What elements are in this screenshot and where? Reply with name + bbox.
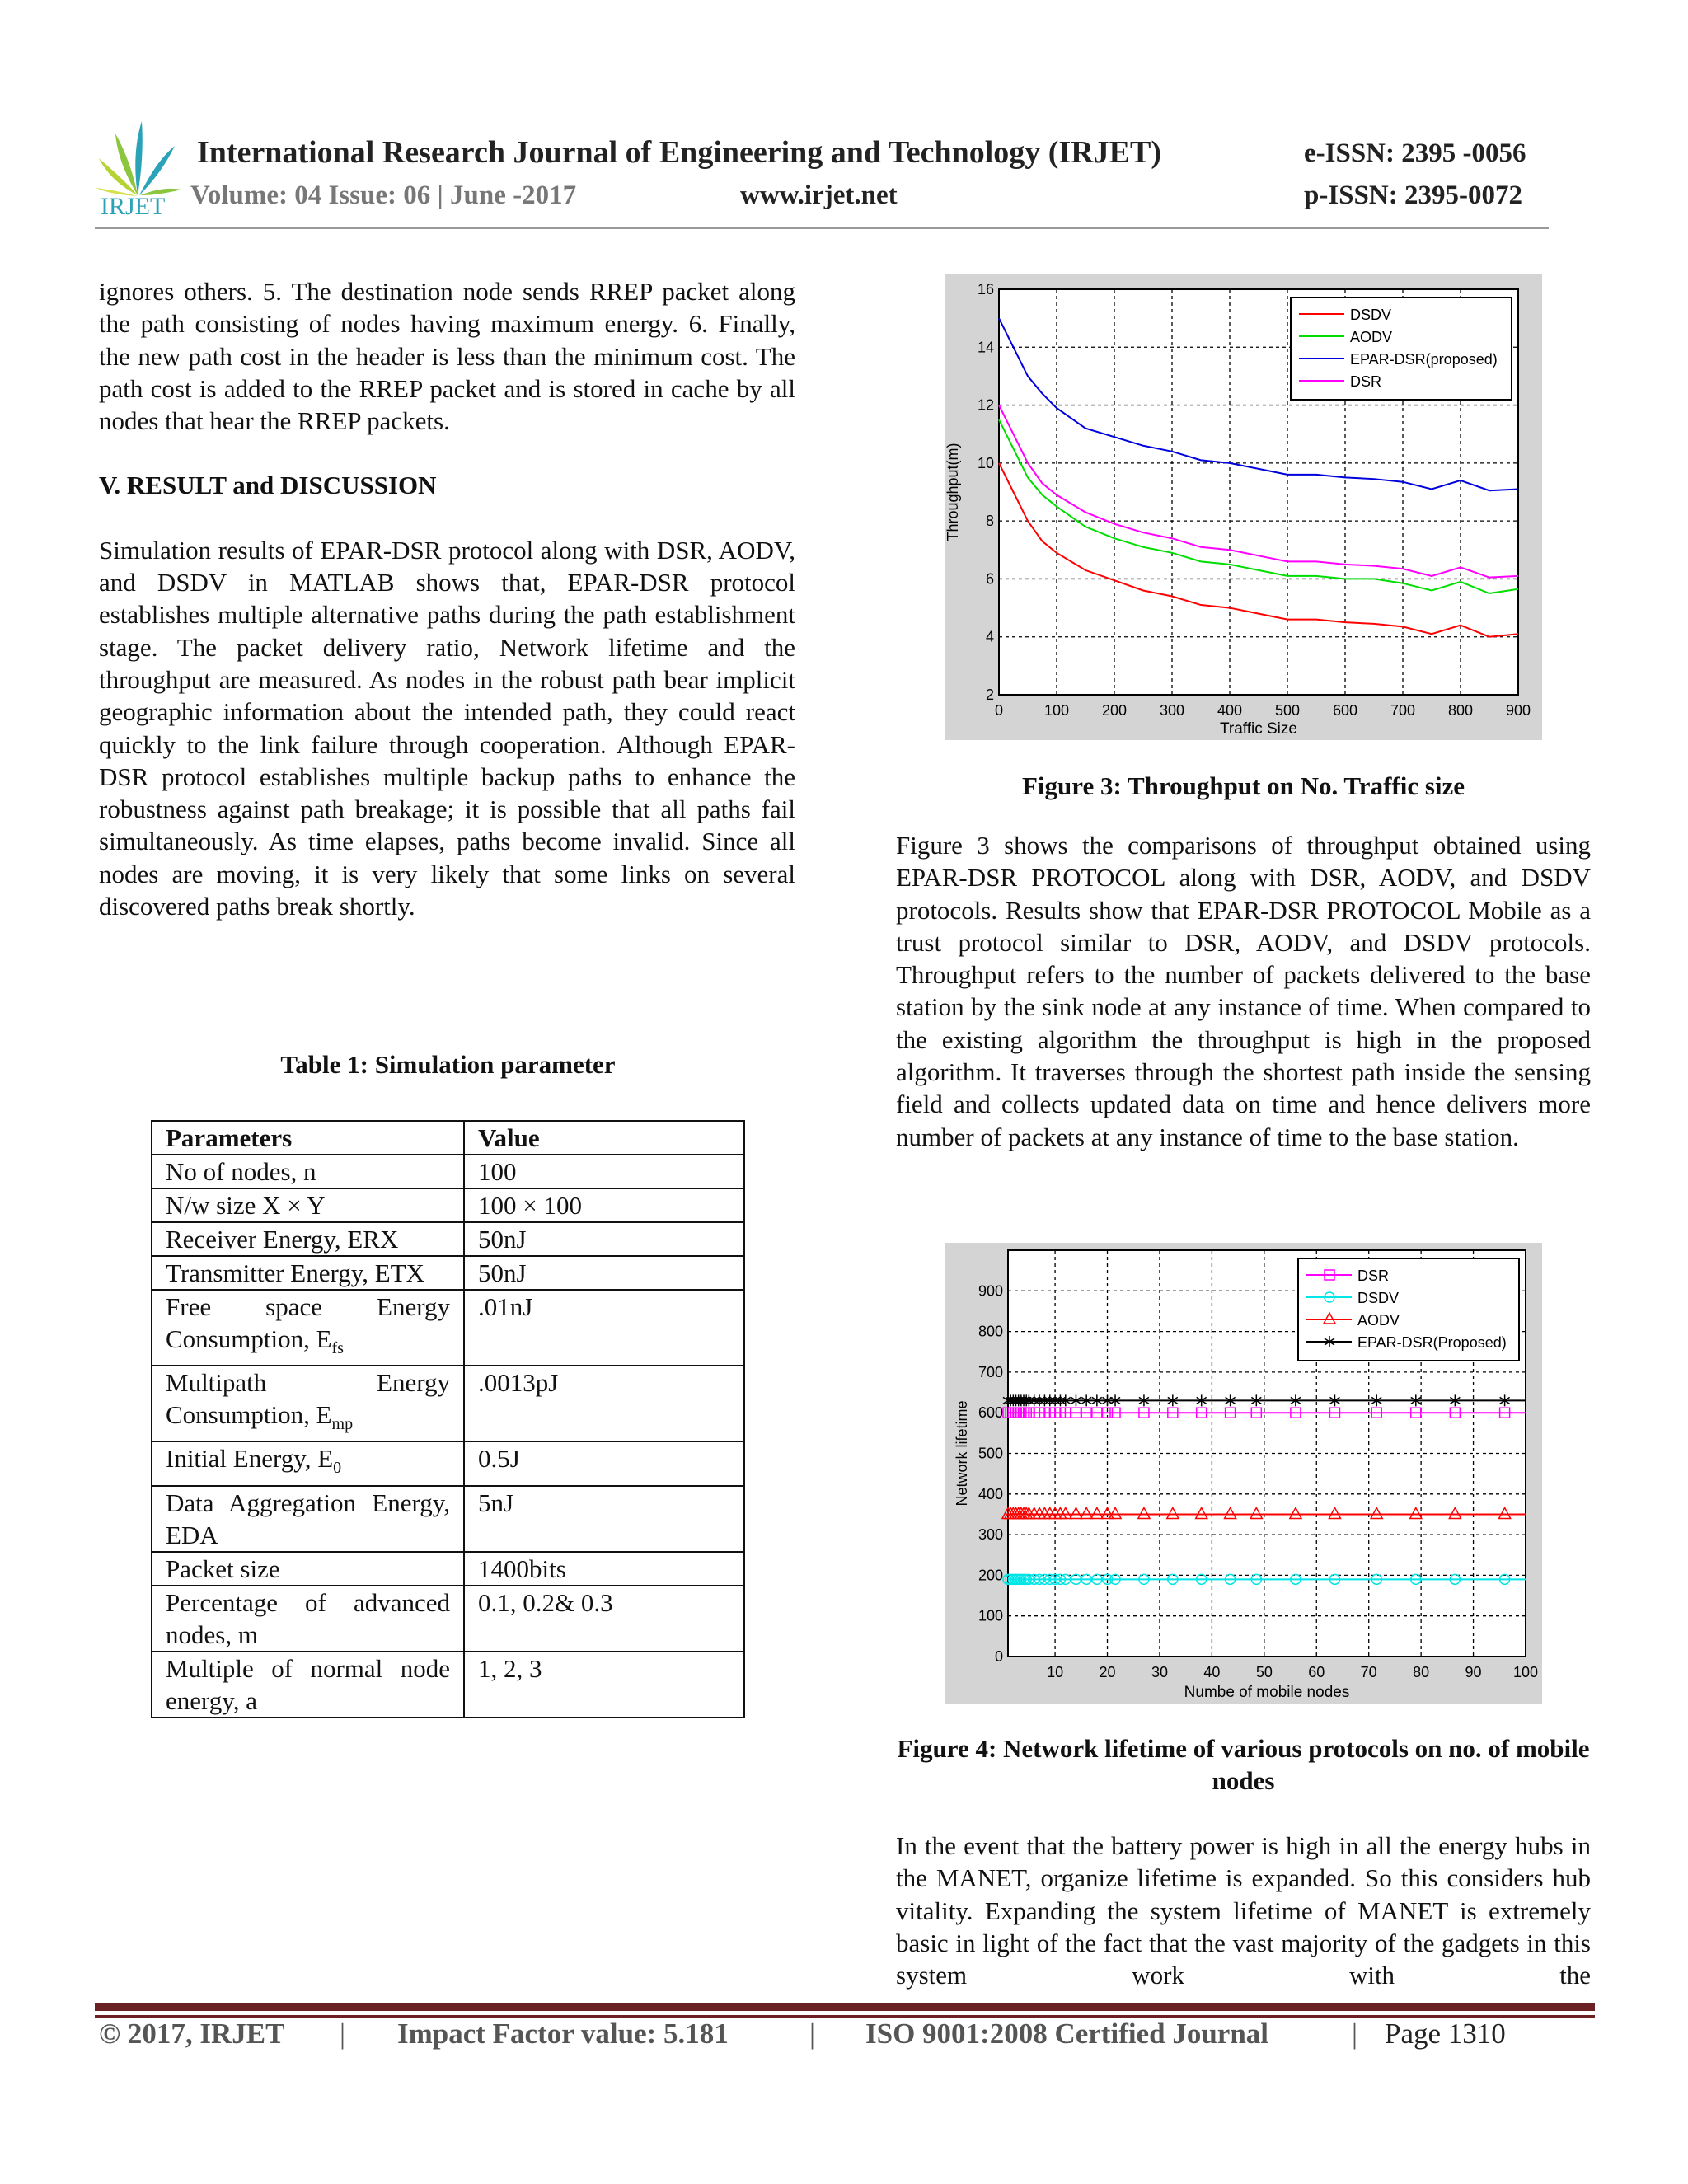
y-tick-label: 14	[977, 339, 994, 356]
y-tick-label: 0	[994, 1648, 1003, 1665]
table-row	[152, 1366, 744, 1441]
table-row	[152, 1586, 744, 1652]
param-cell: Initial Energy, $E_0$	[152, 1441, 464, 1485]
x-tick-label: 100	[1512, 1664, 1539, 1680]
param-cell: Percentage of advanced nodes, m	[152, 1586, 464, 1652]
y-tick-label: 800	[978, 1323, 1003, 1340]
table-row	[152, 1256, 744, 1290]
footer-rule-thin	[95, 2015, 1595, 2018]
separator: |	[340, 2018, 346, 2050]
legend-label: DSDV	[1357, 1290, 1400, 1306]
value-cell: 5nJ	[464, 1486, 744, 1552]
value-cell: 0.1, 0.2& 0.3	[464, 1586, 744, 1652]
table-row	[152, 1188, 744, 1222]
y-tick-label: 8	[985, 513, 994, 530]
separator: |	[1352, 2018, 1358, 2050]
value-cell: .0013pJ	[464, 1366, 744, 1441]
figure-caption: Figure 3: Throughput on No. Traffic size	[1021, 771, 1465, 800]
y-tick-label: 10	[977, 454, 994, 471]
table-row	[152, 1652, 744, 1718]
page-number: Page 1310	[1385, 2018, 1506, 2050]
y-tick-label: 300	[978, 1526, 1003, 1544]
param-cell: Packet size	[152, 1552, 464, 1586]
x-tick-label: 90	[1465, 1664, 1482, 1680]
y-axis-label: Network lifetime	[954, 1400, 970, 1507]
footer-rule	[95, 2003, 1595, 2011]
param-cell: Free space Energy Consumption, $E_{fs}$	[152, 1290, 464, 1366]
table-caption: Table 1: Simulation parameter	[280, 1050, 616, 1079]
legend-label: DSR	[1350, 373, 1382, 390]
x-tick-label: 10	[1047, 1664, 1064, 1680]
y-tick-label: 900	[978, 1282, 1003, 1300]
x-tick-label: 0	[994, 702, 1004, 719]
legend-label: AODV	[1357, 1312, 1400, 1329]
value-cell: 100	[464, 1155, 744, 1188]
param-cell: No of nodes, n	[152, 1155, 464, 1188]
param-cell: Data Aggregation Energy, EDA	[152, 1486, 464, 1552]
volume-issue: Volume: 04 Issue: 06 | June -2017	[190, 180, 577, 210]
logo-leaves-icon	[96, 121, 181, 196]
legend-label: EPAR-DSR(Proposed)	[1357, 1334, 1507, 1351]
eissn: e-ISSN: 2395 -0056	[1304, 138, 1526, 168]
x-tick-label: 800	[1447, 702, 1474, 719]
x-tick-label: 100	[1043, 702, 1070, 719]
svg-text:IRJET: IRJET	[101, 193, 166, 216]
x-tick-label: 30	[1151, 1664, 1168, 1680]
x-tick-label: 70	[1360, 1664, 1377, 1680]
table-row	[152, 1290, 744, 1366]
param-cell: Receiver Energy, ERX	[152, 1222, 464, 1256]
impact-factor: Impact Factor value: 5.181	[397, 2018, 729, 2050]
copyright: © 2017, IRJET	[99, 2018, 285, 2050]
journal-title: International Research Journal of Engineering and Technology (IRJET)	[197, 135, 1162, 170]
y-tick-label: 200	[978, 1567, 1003, 1584]
x-tick-label: 400	[1217, 702, 1243, 719]
legend-box	[1291, 298, 1512, 400]
separator: |	[809, 2018, 816, 2050]
y-tick-label: 100	[978, 1607, 1003, 1624]
network-lifetime-chart	[945, 1243, 1542, 1704]
table-row	[152, 1552, 744, 1586]
param-cell: N/w size X × Y	[152, 1188, 464, 1222]
simulation-parameter-table	[151, 1120, 745, 1718]
x-tick-label: 60	[1308, 1664, 1325, 1680]
legend-label: EPAR-DSR(proposed)	[1350, 351, 1498, 368]
throughput-chart	[945, 274, 1542, 740]
paragraph: ignores others. 5. The destination node sends RREP packet along the path consisting of nodes having maximum energy. 6. Finally, the new path cost in the header is less than the minimum cost. The path cost is added to the RREP packet and is stored in cache by all nodes that hear the RREP packets.	[99, 277, 795, 436]
y-tick-label: 16	[977, 281, 994, 298]
paragraph: In the event that the battery power is high in all the energy hubs in the MANET, organize lifetime is expanded. So this considers hub vitality. Expanding the system lifetime of MANET is extremely basic in light of the fact that the vast majority of the gadgets in this system work with the	[896, 1831, 1591, 1990]
chart-svg	[945, 1243, 1542, 1704]
x-tick-label: 500	[1274, 702, 1301, 719]
y-tick-label: 400	[978, 1485, 1003, 1502]
x-axis-label: Traffic Size	[1220, 720, 1297, 738]
value-cell: 1, 2, 3	[464, 1652, 744, 1718]
param-cell: Multiple of normal node energy, a	[152, 1652, 464, 1718]
param-cell: Multipath Energy Consumption, $E_{mp}$	[152, 1366, 464, 1441]
x-tick-label: 900	[1505, 702, 1531, 719]
pissn: p-ISSN: 2395-0072	[1304, 180, 1522, 210]
section-heading: V. RESULT and DISCUSSION	[99, 471, 437, 500]
x-tick-label: 200	[1101, 702, 1128, 719]
figure-caption: Figure 4: Network lifetime of various protocols on no. of mobile nodes	[897, 1734, 1590, 1795]
y-tick-label: 700	[978, 1363, 1003, 1380]
paragraph: Simulation results of EPAR-DSR protocol along with DSR, AODV, and DSDV in MATLAB shows that, EPAR-DSR protocol establishes multiple alternative paths during the path establishment stage. The packet delivery ratio, Network lifetime and the throughput are measured. As nodes in the robust path bear implicit geographic information about the intended path, they could react quickly to the link failure through cooperation. Although EPAR-DSR protocol establishes multiple backup paths to enhance the robustness against path breakage; it is possible that all paths fail simultaneously. As time elapses, paths become invalid. Since all nodes are moving, it is very likely that some links on several discovered paths break shortly.	[99, 535, 795, 921]
x-tick-label: 80	[1413, 1664, 1430, 1680]
legend-label: DSDV	[1350, 307, 1392, 323]
y-tick-label: 12	[977, 396, 994, 414]
table-row	[152, 1486, 744, 1552]
table-row	[152, 1441, 744, 1485]
x-tick-label: 20	[1099, 1664, 1116, 1680]
iso-certification: ISO 9001:2008 Certified Journal	[865, 2018, 1269, 2050]
value-cell: 50nJ	[464, 1256, 744, 1290]
value-cell: 0.5J	[464, 1441, 744, 1485]
x-tick-label: 600	[1332, 702, 1358, 719]
x-tick-label: 50	[1255, 1664, 1273, 1680]
x-tick-label: 40	[1203, 1664, 1221, 1680]
y-tick-label: 6	[985, 570, 994, 588]
irjet-logo	[92, 117, 183, 216]
value-cell: 50nJ	[464, 1222, 744, 1256]
legend-label: AODV	[1350, 329, 1393, 345]
table-header-row	[152, 1121, 744, 1155]
param-cell: Transmitter Energy, ETX	[152, 1256, 464, 1290]
x-axis-label: Numbe of mobile nodes	[1184, 1684, 1350, 1701]
y-axis-label: Throughput(m)	[945, 443, 961, 541]
website-link[interactable]: www.irjet.net	[740, 180, 898, 210]
legend-label: DSR	[1357, 1268, 1390, 1284]
y-tick-label: 4	[985, 628, 994, 645]
y-tick-label: 500	[978, 1445, 1003, 1462]
header-rule	[95, 227, 1549, 229]
x-tick-label: 700	[1390, 702, 1416, 719]
y-tick-label: 600	[978, 1404, 1003, 1422]
header-cell: Value	[464, 1121, 744, 1155]
header-cell: Parameters	[152, 1121, 464, 1155]
table-row	[152, 1155, 744, 1188]
x-tick-label: 300	[1159, 702, 1185, 719]
value-cell: .01nJ	[464, 1290, 744, 1366]
table-row	[152, 1222, 744, 1256]
paragraph: Figure 3 shows the comparisons of throughput obtained using EPAR-DSR PROTOCOL along with DSR, AODV, and DSDV protocols. Results show that EPAR-DSR PROTOCOL Mobile as a trust protocol similar to DSR, AODV, and DSDV protocols. Throughput refers to the number of packets delivered to the base station by the sink node at any instance of time. When compared to the existing algorithm the throughput is high in the proposed algorithm. It traverses through the shortest path inside the sensing field and collects updated data on time and hence delivers more number of packets at any instance of time to the base station.	[896, 831, 1591, 1151]
y-tick-label: 2	[985, 687, 994, 703]
value-cell: 1400bits	[464, 1552, 744, 1586]
chart-svg	[945, 274, 1542, 740]
value-cell: 100 × 100	[464, 1188, 744, 1222]
